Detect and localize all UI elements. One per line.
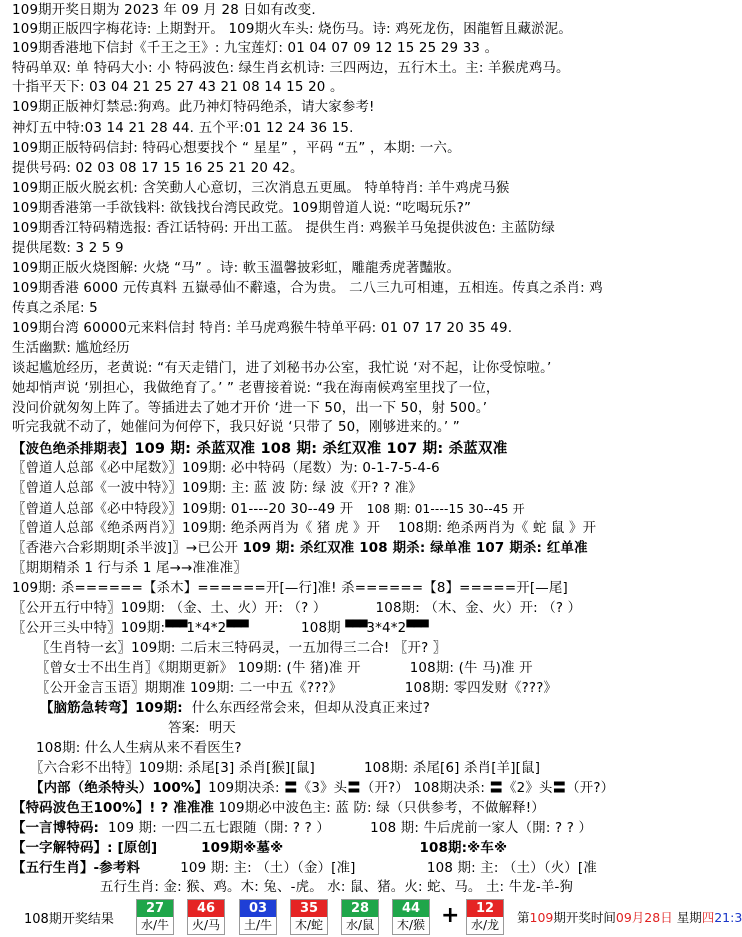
ball-number: 12 (467, 900, 503, 917)
row-part: 109期※墓※ (201, 841, 284, 856)
text-line (30, 780, 614, 798)
special-ball (466, 899, 504, 935)
next-issue: 109 (529, 910, 554, 925)
text-line: 谈起尴尬经历，老黄说: “有天走错门，进了刘秘书办公室，我忙说 ‘对不起，让你受惊啦。’ (12, 361, 552, 376)
row-part: 〖公开三头中特〗109期: (12, 621, 166, 636)
text-line: 108期: 什么人生病从来不看医生? (36, 741, 242, 756)
row-part: 〖公开金言玉语〗期期准 109期: 二一中五《???》 (36, 681, 343, 696)
row-part: 【一字解特码】: [原创] (12, 841, 158, 856)
row-part: 〖曾女士不出生肖〗《期期更新》 109期: (牛 猪)准 开 (36, 661, 361, 676)
text-line: 特码单双: 单 特码大小: 小 特码波色: 绿生肖玄机诗: 三四两边，五行木土。主: 羊猴虎鸡马。 (12, 61, 570, 76)
next-date: 09月28日 (615, 910, 673, 925)
text-line: 109期香港地下信封《千王之王》: 九宝莲灯: 01 04 07 09 12 15 25 29 33 。 (12, 41, 499, 56)
text-line (40, 700, 430, 718)
row-part: 108期 (301, 621, 341, 636)
row-part: 108期: (牛 马)准 开 (409, 661, 533, 676)
row-part: 〖六合彩不出特〗109期: 杀尾[3] 杀肖[猴][鼠] (30, 761, 315, 776)
ball-zodiac: 土/牛 (243, 918, 273, 932)
next-prefix: 第 (517, 910, 530, 925)
text-line (36, 680, 557, 698)
result-ball (341, 899, 379, 935)
text-line: 109期正版四字梅花诗: 上期對开。 109期火车头: 烧伤马。诗: 鸡死龙伤，困龍暂且藏淤泥。 (12, 22, 572, 37)
row-part: 108 期: 01----15 30--45 开 (366, 502, 525, 516)
row-part: 108 期: 主: （土）（火）[准 (426, 861, 597, 876)
row-part: 109期决杀: 〓《3》头〓（开?） 108期决杀: 〓《2》头〓（开?） (208, 781, 615, 796)
ball-zodiac: 水/牛 (140, 918, 170, 932)
row-part: 〖曾道人总部《绝杀两肖》〗109期: 绝杀两肖为《 猪 虎 》开 (12, 521, 381, 536)
text-line: 提供尾数: 3 2 5 9 (12, 241, 124, 256)
result-ball (187, 899, 225, 935)
plus-sign: + (441, 903, 460, 928)
text-line (12, 620, 428, 638)
results-label: 108期开奖结果 (24, 912, 114, 927)
row-part: 【一言博特码: (12, 821, 100, 836)
text-line: 听完我就不动了，她催问为何停下，我只好说 ‘只带了 50，刚够进来的。’ ” (12, 420, 460, 435)
ball-number: 27 (137, 900, 173, 917)
next-mid: 期开奖时间 (553, 910, 616, 925)
row-part: 〖公开五行中特〗109期: （金、土、火）开: （? ） (12, 601, 327, 616)
text-line: 109期正版特码信封: 特码心想要找个 “ 星星” ，平码 “五” ，本期: 一六。 (12, 141, 461, 156)
text-line: 109期香江特码精选报: 香江话特码: 开出工蓝。 提供生肖: 鸡猴羊马兔提供波色: 主蓝防绿 (12, 221, 555, 236)
ball-zodiac: 木/猴 (396, 918, 426, 932)
result-ball (392, 899, 430, 935)
ball-zodiac: 水/龙 (470, 918, 500, 932)
ball-number: 03 (240, 900, 276, 917)
text-line: 109期正版火脱玄机: 含笑動人心意切，三次消息五更風。 特单特肖: 羊牛鸡虎马猴 (12, 181, 510, 196)
result-ball (290, 899, 328, 935)
row-part: 答案: (168, 721, 200, 736)
ball-zodiac: 水/鼠 (345, 918, 375, 932)
text-line: 提供号码: 02 03 08 17 15 16 25 21 20 42。 (12, 161, 304, 176)
text-line (12, 540, 588, 558)
ball-number: 44 (393, 900, 429, 917)
text-line: 没问价就匆匆上阵了。等插进去了她才开价 ‘进一下 50，出一下 50，射 500。’ (12, 401, 488, 416)
text-line: 109期香港第一手欲钱料: 欲钱找台湾民政党。109期曾道人说: “吃喝玩乐?” (12, 201, 472, 216)
ball-number: 35 (291, 900, 327, 917)
text-line (168, 720, 236, 738)
row-title: 【波色绝杀排期表】 (12, 442, 135, 457)
block-symbol: ▀▀▀ (345, 621, 367, 636)
ball-number: 28 (342, 900, 378, 917)
row-part: 【内部（绝杀特头）100%】 (30, 781, 209, 796)
text-line (12, 840, 507, 858)
result-ball (136, 899, 174, 935)
row-part: 〖香港六合彩期期[杀半波]〗→已公开 (12, 541, 239, 556)
text-line: 生活幽默: 尴尬经历 (12, 341, 130, 356)
text-line (36, 660, 533, 678)
text-line: 神灯五中特:03 14 21 28 44. 五个平:01 12 24 36 15. (12, 121, 354, 136)
text-line (12, 520, 596, 538)
row-part: 【特码波色王100%】! ? 准准准 (12, 801, 215, 816)
row-part: 108期: 绝杀两肖为《 蛇 鼠 》开 (398, 521, 597, 536)
text-line: 〖生肖特一玄〗109期: 二后末三特码灵，一五加得三二合! 〖开? 〗 (36, 641, 447, 656)
text-line: 109期香港 6000 元传真料 五嶽尋仙不辭遠，合为贵。 二八三九可相連，五相连。传真之杀肖: 鸡 (12, 281, 603, 296)
row-part: 108期: （木、金、火）开: （? ） (375, 601, 582, 616)
result-ball (239, 899, 277, 935)
row-part: 明天 (208, 721, 237, 736)
text-line (12, 600, 581, 618)
ball-number: 46 (188, 900, 224, 917)
row-part: 109 期: 主: （土）（金）[准] (180, 861, 356, 876)
row-value: 109 期: 杀蓝双准 108 期: 杀红双准 107 期: 杀蓝双准 (134, 441, 508, 457)
row-part: 什么东西经常会来，但却从没真正来过? (191, 701, 431, 716)
text-line: 〖曾道人总部《必中尾数》〗109期: 必中特码（尾数）为: 0-1-7-5-4-6 (12, 461, 440, 476)
text-line: 她却悄声说 ‘别担心，我做绝育了。’ ” 老曹接着说: “我在海南候鸡室里找了一位， (12, 381, 500, 396)
row-part: 〖曾道人总部《必中特段》〗109期: 01----20 30--49 开 (12, 502, 354, 517)
block-symbol: ▀▀▀ (165, 621, 187, 636)
row-part: 109 期: 一四二五七跟随（開: ? ? ） (108, 821, 331, 836)
ball-zodiac: 木/蛇 (294, 918, 324, 932)
row-part: 3*4*2 (366, 621, 407, 636)
next-week-label: 星期 (676, 910, 702, 925)
text-line (12, 860, 597, 878)
next-time: 21:3 (714, 910, 742, 925)
text-line: 〖曾道人总部《一波中特》〗109期: 主: 蓝 波 防: 绿 波《开? ? 准》 (12, 481, 423, 496)
row-part: 【脑筋急转弯】109期: (40, 701, 183, 716)
ball-zodiac: 火/马 (191, 918, 221, 932)
row-part: 109 期: 杀红双准 108 期杀: 绿单准 107 期杀: 红单准 (242, 541, 588, 556)
text-line (30, 760, 540, 778)
text-line: 五行生肖: 金: 猴、鸡。木: 兔、-虎。 水: 鼠、猪。火: 蛇、马。 土: 牛龙-羊-狗 (100, 880, 574, 895)
row-part: 108 期: 牛后虎前一家人（開: ? ? ） (370, 821, 593, 836)
text-line: 传真之杀尾: 5 (12, 301, 98, 316)
row-part: 108期: 杀尾[6] 杀肖[羊][鼠] (363, 761, 541, 776)
block-symbol: ▀▀▀ (226, 621, 248, 636)
text-line: 109期正版神灯禁忌:狗鸡。此乃神灯特码绝杀，请大家参考! (12, 100, 375, 115)
row-part: 108期: 零四发财《???》 (404, 681, 558, 696)
text-line: 109期开奖日期为 2023 年 09 月 28 日如有改变. (12, 3, 316, 18)
text-line (12, 820, 592, 838)
row-part: 108期:※车※ (419, 841, 508, 856)
text-line (12, 800, 545, 818)
text-line: 109期正版火烧图解: 火烧 “马” 。诗: 軟玉溫馨披彩虹，雕龍秀虎著豔妝。 (12, 261, 461, 276)
text-line: 109期: 杀======【杀木】======开[—行]准! 杀======【8】=====开[—尾] (12, 581, 568, 596)
text-line: 〖期期精杀 1 行与杀 1 尾→→准准准〗 (12, 561, 247, 576)
next-draw-info (517, 908, 742, 926)
row-part: 109期必中波色主: 蓝 防: 绿（只供参考，不做解释!） (218, 801, 545, 816)
text-line: 109期台湾 60000元来料信封 特肖: 羊马虎鸡猴牛特单平码: 01 07 17 20 35 49. (12, 321, 513, 336)
bose-kill-header (12, 440, 507, 459)
row-part: 【五行生肖】-参考料 (12, 861, 141, 876)
next-weekday: 四 (701, 910, 715, 925)
text-line (12, 500, 525, 519)
block-symbol: ▀▀▀ (406, 621, 428, 636)
text-line: 十指平天下: 03 04 21 25 27 43 21 08 14 15 20 。 (12, 80, 344, 95)
row-part: 1*4*2 (186, 621, 227, 636)
